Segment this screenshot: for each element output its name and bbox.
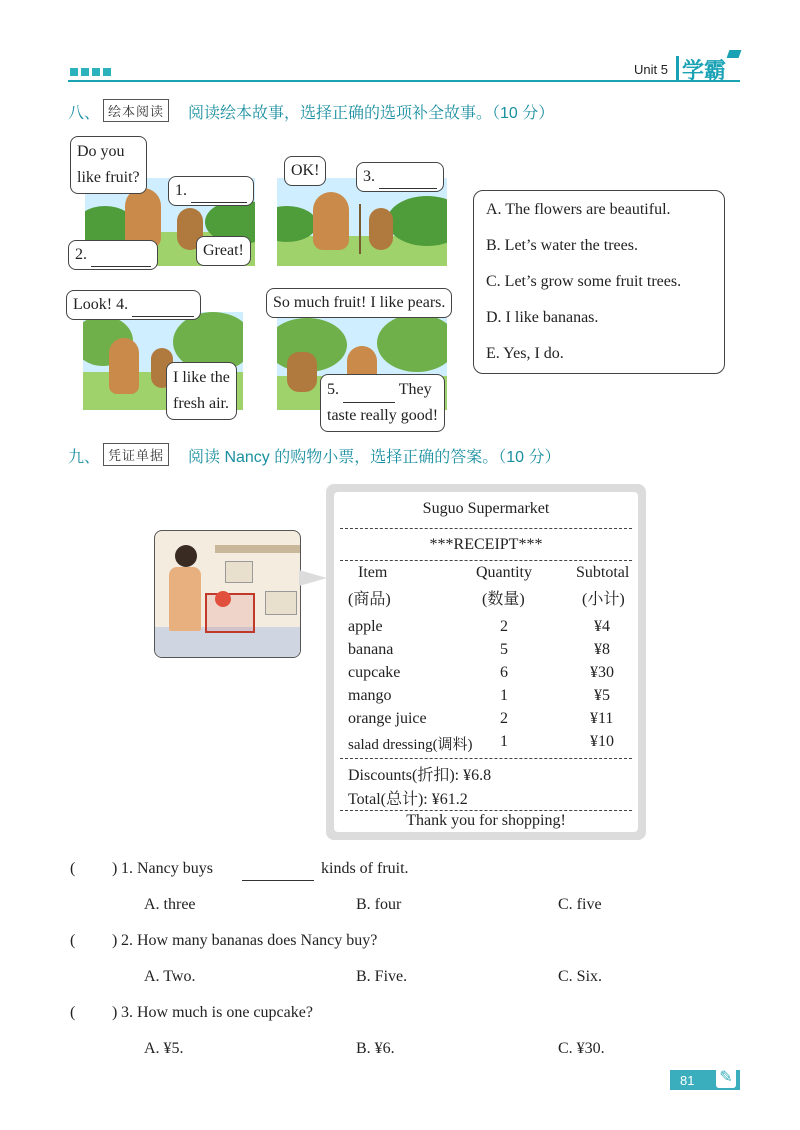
option-e: E. Yes, I do. (486, 345, 564, 362)
speech-bubble-ok: OK! (284, 156, 326, 186)
bear-figure (125, 188, 161, 248)
option-d: D. I like bananas. (486, 309, 599, 326)
receipt-row-item: banana (348, 641, 394, 658)
receipt-row-subtotal: ¥30 (590, 664, 614, 681)
option-b: B. Let’s water the trees. (486, 237, 638, 254)
question-1-paren-open: ( (70, 860, 76, 877)
question-1-blank[interactable] (242, 862, 314, 881)
speech-bubble-great: Great! (196, 236, 251, 266)
speech-bubble-blank-3: 3. (356, 162, 444, 192)
receipt-title: ***RECEIPT*** (429, 536, 543, 553)
header-square (92, 68, 100, 76)
receipt-store: Suguo Supermarket (422, 500, 550, 517)
receipt-total: Total(总计): ¥61.2 (348, 791, 468, 808)
question-3-text: 3. How much is one cupcake? (121, 1004, 313, 1021)
question-3-paren-close: ) (112, 1004, 118, 1021)
speech-bubble-look: Look! 4. (66, 290, 201, 320)
section8-number: 八、 (68, 105, 101, 122)
q3-choice-b: B. ¥6. (356, 1040, 395, 1057)
mortarboard-icon (727, 50, 742, 58)
receipt-row-subtotal: ¥4 (594, 618, 610, 635)
answer-blank-1[interactable] (191, 184, 247, 203)
receipt-row-item: orange juice (348, 710, 427, 727)
question-3-paren-open: ( (70, 1004, 76, 1021)
answer-slot-3[interactable] (78, 1002, 110, 1022)
q3-choice-c: C. ¥30. (558, 1040, 605, 1057)
receipt (326, 484, 646, 840)
receipt-row-subtotal: ¥5 (594, 687, 610, 704)
receipt-discount: Discounts(折扣): ¥6.8 (348, 767, 492, 784)
pencil-icon: ✎ (716, 1068, 736, 1088)
answer-blank-4[interactable] (132, 298, 194, 317)
receipt-header-item: Item (358, 564, 388, 581)
q1-choice-a: A. three (144, 896, 196, 913)
receipt-row-subtotal: ¥10 (590, 733, 614, 750)
receipt-header-item-cn: (商品) (348, 591, 391, 608)
question-1-text: 1. Nancy buys (121, 860, 213, 877)
receipt-row-item: apple (348, 618, 383, 635)
page-number-badge (670, 1070, 740, 1090)
header-rule (68, 80, 740, 82)
option-c: C. Let’s grow some fruit trees. (486, 273, 682, 290)
header-divider (676, 56, 679, 80)
option-a: A. The flowers are beautiful. (486, 201, 671, 218)
receipt-row-subtotal: ¥8 (594, 641, 610, 658)
receipt-row-qty: 2 (500, 710, 508, 727)
girl-head (175, 545, 197, 567)
q1-choice-b: B. four (356, 896, 402, 913)
receipt-thanks: Thank you for shopping! (406, 812, 566, 829)
section8-tag: 绘本阅读 (103, 99, 169, 122)
q2-choice-c: C. Six. (558, 968, 603, 985)
question-1-after: kinds of fruit. (321, 860, 409, 877)
shopping-illustration (154, 530, 301, 658)
brand-logo: 学霸 (682, 58, 727, 83)
speech-bubble-blank-1: 1. (168, 176, 254, 206)
section8-instruction: 阅读绘本故事，选择正确的选项补全故事。（10 分） (188, 105, 555, 122)
header-square (70, 68, 78, 76)
section9-tag: 凭证单据 (103, 443, 169, 466)
question-1-paren-close: ) (112, 860, 118, 877)
receipt-row-qty: 2 (500, 618, 508, 635)
receipt-row-item: salad dressing(调料) (348, 737, 473, 753)
receipt-header-qty: Quantity (476, 564, 532, 581)
speech-bubble-so-much-fruit: So much fruit! I like pears. (266, 288, 452, 318)
girl-figure (169, 567, 201, 631)
receipt-row-qty: 1 (500, 733, 508, 750)
receipt-row-qty: 5 (500, 641, 508, 658)
speech-bubble-blank-2: 2. (68, 240, 158, 270)
q2-choice-b: B. Five. (356, 968, 408, 985)
section9-instruction: 阅读 Nancy 的购物小票，选择正确的答案。（10 分） (188, 449, 561, 466)
q1-choice-c: C. five (558, 896, 602, 913)
speech-bubble-fresh-air: I like the fresh air. (166, 362, 237, 420)
answer-blank-5[interactable] (343, 384, 395, 403)
receipt-header-subtotal: Subtotal (576, 564, 630, 581)
answer-slot-1[interactable] (78, 858, 110, 878)
header-square (81, 68, 89, 76)
page-number: 81 (680, 1073, 695, 1088)
q2-choice-a: A. Two. (144, 968, 196, 985)
question-2-paren-close: ) (112, 932, 118, 949)
receipt-row-subtotal: ¥11 (590, 710, 614, 727)
q3-choice-a: A. ¥5. (144, 1040, 184, 1057)
section9-number: 九、 (68, 449, 101, 466)
options-box (473, 190, 725, 374)
answer-blank-2[interactable] (91, 248, 151, 267)
receipt-row-item: cupcake (348, 664, 401, 681)
question-2-paren-open: ( (70, 932, 76, 949)
receipt-row-qty: 6 (500, 664, 508, 681)
receipt-row-qty: 1 (500, 687, 508, 704)
callout-pointer (299, 570, 327, 586)
receipt-row-item: mango (348, 687, 392, 704)
speech-bubble-question: Do you like fruit? (70, 136, 147, 194)
question-2-text: 2. How many bananas does Nancy buy? (121, 932, 378, 949)
receipt-header-subtotal-cn: (小计) (582, 591, 625, 608)
unit-label: Unit 5 (634, 62, 668, 77)
answer-blank-3[interactable] (379, 170, 437, 189)
answer-slot-2[interactable] (78, 930, 110, 950)
header-square (103, 68, 111, 76)
receipt-header-qty-cn: (数量) (482, 591, 525, 608)
speech-bubble-blank-5: 5. They taste really good! (320, 374, 445, 432)
